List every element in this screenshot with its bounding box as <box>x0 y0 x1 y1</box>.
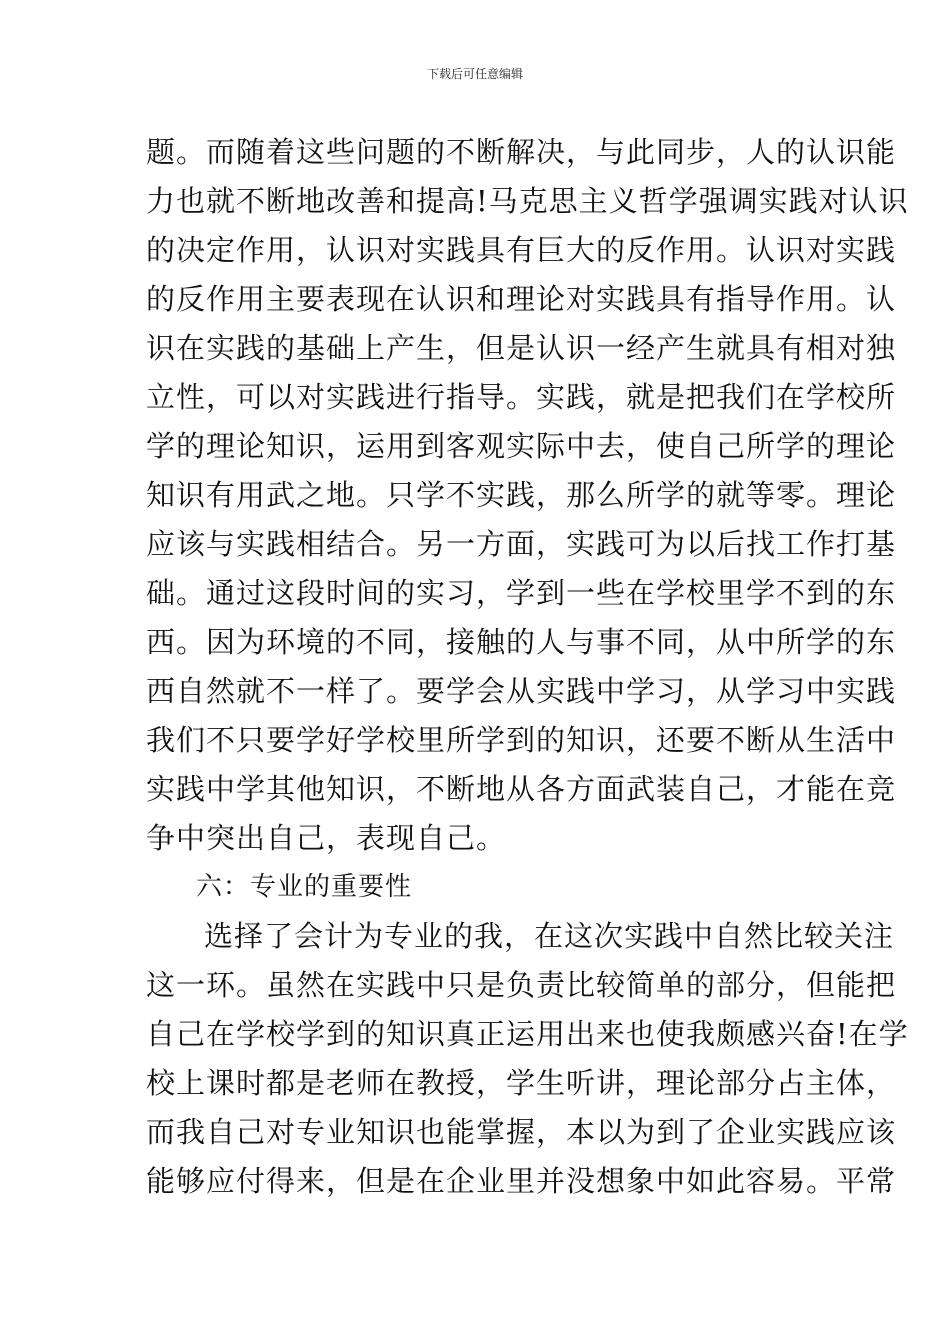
section-heading: 六：专业的重要性 <box>196 872 413 902</box>
text-line: 校上课时都是老师在教授，学生听讲，理论部分占主体， <box>146 1066 897 1100</box>
paragraph-1 <box>146 128 909 863</box>
document-body <box>146 128 909 1206</box>
text-line: 能够应付得来，但是在企业里并没想象中如此容易。平常 <box>146 1164 897 1198</box>
text-line: 西自然就不一样了。要学会从实践中学习，从学习中实践 <box>146 674 897 708</box>
text-line: 我们不只要学好学校里所学到的知识，还要不断从生活中 <box>146 723 897 757</box>
text-line: 知识有用武之地。只学不实践，那么所学的就等零。理论 <box>146 478 897 512</box>
text-line: 而我自己对专业知识也能掌握，本以为到了企业实践应该 <box>146 1115 897 1149</box>
text-line: 力也就不断地改善和提高!马克思主义哲学强调实践对认识 <box>146 184 909 218</box>
text-line: 这一环。虽然在实践中只是负责比较简单的部分，但能把 <box>146 968 897 1002</box>
page-header: 下载后可任意编辑 <box>426 67 523 81</box>
text-line: 题。而随着这些问题的不断解决，与此同步，人的认识能 <box>146 135 897 169</box>
text-line: 识在实践的基础上产生，但是认识一经产生就具有相对独 <box>146 331 897 365</box>
text-line: 的反作用主要表现在认识和理论对实践具有指导作用。认 <box>146 282 897 316</box>
text-line: 实践中学其他知识，不断地从各方面武装自己，才能在竞 <box>146 772 897 806</box>
text-line: 自己在学校学到的知识真正运用出来也使我颇感兴奋!在学 <box>146 1017 909 1051</box>
text-line: 础。通过这段时间的实习，学到一些在学校里学不到的东 <box>146 576 897 610</box>
text-line: 争中突出自己，表现自己。 <box>146 821 507 855</box>
text-line: 立性，可以对实践进行指导。实践，就是把我们在学校所 <box>146 380 897 414</box>
text-line: 的决定作用，认识对实践具有巨大的反作用。认识对实践 <box>146 233 897 267</box>
text-line: 学的理论知识，运用到客观实际中去，使自己所学的理论 <box>146 429 897 463</box>
paragraph-2 <box>146 912 909 1206</box>
text-line: 选择了会计为专业的我，在这次实践中自然比较关注 <box>204 919 895 953</box>
text-line: 应该与实践相结合。另一方面，实践可为以后找工作打基 <box>146 527 897 561</box>
text-line: 西。因为环境的不同，接触的人与事不同，从中所学的东 <box>146 625 897 659</box>
